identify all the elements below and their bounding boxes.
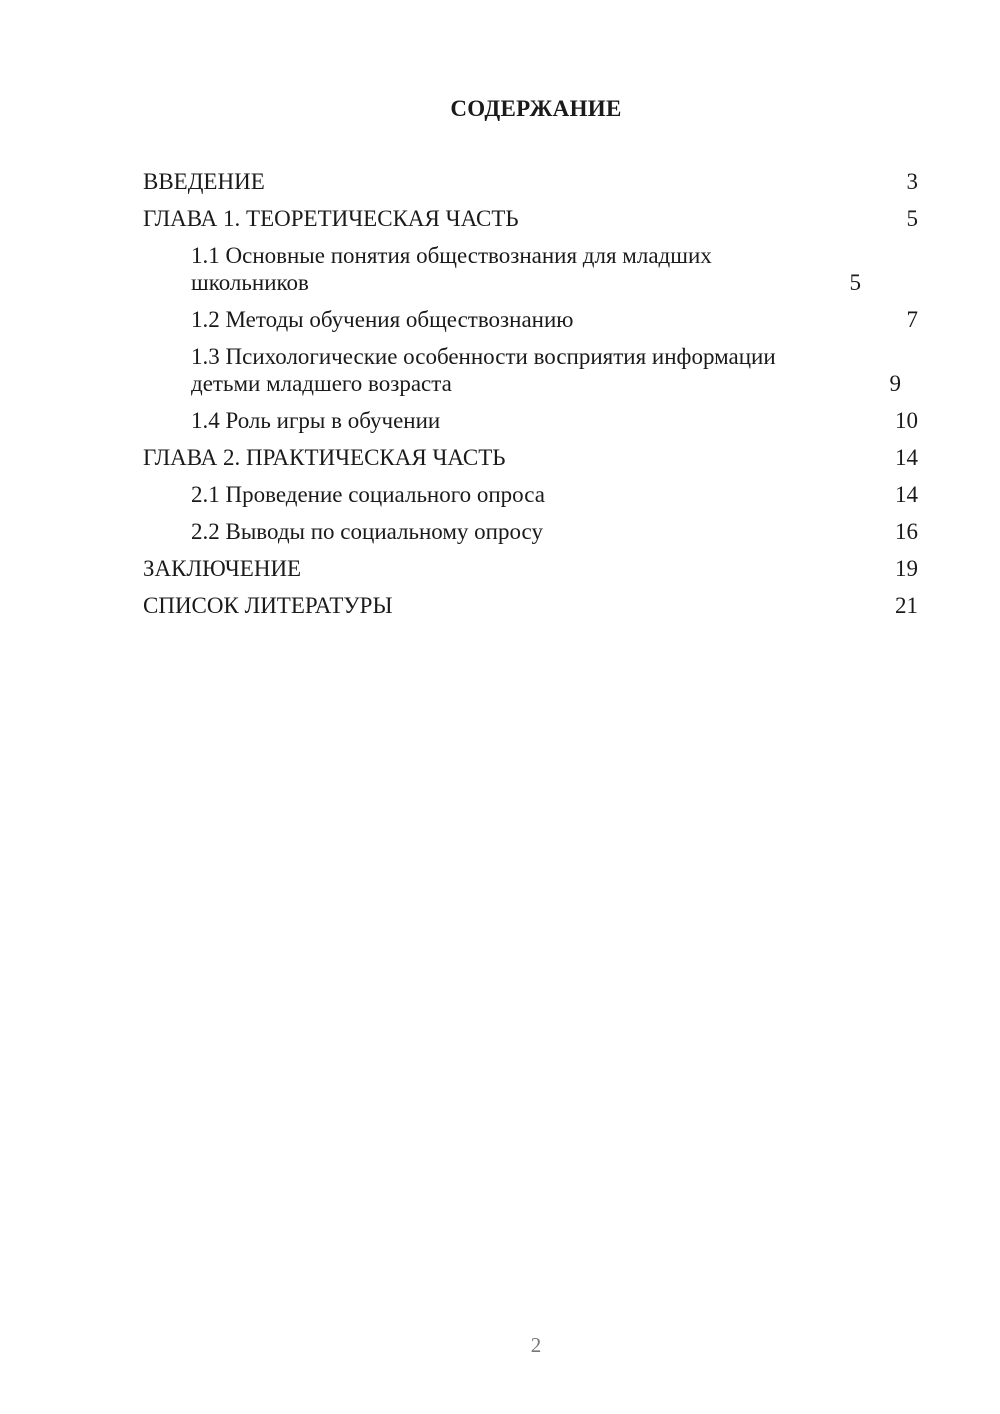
toc-entry-page: 7	[906, 307, 918, 332]
toc-entry-section-2-1[interactable]	[143, 481, 918, 508]
toc-entry-introduction[interactable]	[143, 168, 918, 195]
toc-entry-label: ГЛАВА 2. ПРАКТИЧЕСКАЯ ЧАСТЬ	[143, 445, 506, 470]
toc-entry-section-1-3[interactable]	[143, 343, 918, 397]
toc-entry-bibliography[interactable]	[143, 592, 918, 619]
toc-entry-page: 14	[895, 445, 918, 470]
toc-entry-section-2-2[interactable]	[143, 518, 918, 545]
toc-entry-label: 2.2 Выводы по социальному опросу	[191, 519, 543, 544]
toc-entry-page: 5	[906, 206, 918, 231]
toc-entry-label: ЗАКЛЮЧЕНИЕ	[143, 556, 302, 581]
toc-entry-page: 14	[895, 482, 918, 507]
toc-entry-page: 9	[889, 371, 901, 396]
toc-title: СОДЕРЖАНИЕ	[450, 96, 622, 121]
toc-entry-page: 21	[895, 593, 918, 618]
toc-entry-section-1-1[interactable]	[143, 242, 918, 296]
toc-entry-page: 10	[895, 408, 918, 433]
toc-entry-page: 3	[906, 169, 918, 194]
toc-entry-label: 1.2 Методы обучения обществознанию	[191, 307, 574, 332]
toc-entry-label: 1.4 Роль игры в обучении	[191, 408, 441, 433]
toc-entry-label: ВВЕДЕНИЕ	[143, 169, 265, 194]
toc-entry-section-1-2[interactable]	[143, 306, 918, 333]
toc-entry-page: 5	[849, 270, 861, 295]
toc-entry-chapter-1[interactable]	[143, 205, 918, 232]
toc-entry-conclusion[interactable]	[143, 555, 918, 582]
toc-entry-section-1-4[interactable]	[143, 407, 918, 434]
toc-entry-chapter-2[interactable]	[143, 444, 918, 471]
toc-entry-page: 19	[895, 556, 918, 581]
toc-entry-label: 2.1 Проведение социального опроса	[191, 482, 545, 507]
table-of-contents	[143, 168, 918, 629]
toc-entry-label: ГЛАВА 1. ТЕОРЕТИЧЕСКАЯ ЧАСТЬ	[143, 206, 519, 231]
toc-entry-label: 1.3 Психологические особенности восприятия информации детьми младшего возраста	[191, 344, 776, 396]
page-number: 2	[530, 1333, 542, 1357]
toc-entry-label: СПИСОК ЛИТЕРАТУРЫ	[143, 593, 393, 618]
toc-entry-page: 16	[895, 519, 918, 544]
toc-entry-label: 1.1 Основные понятия обществознания для младших школьников	[191, 243, 712, 295]
